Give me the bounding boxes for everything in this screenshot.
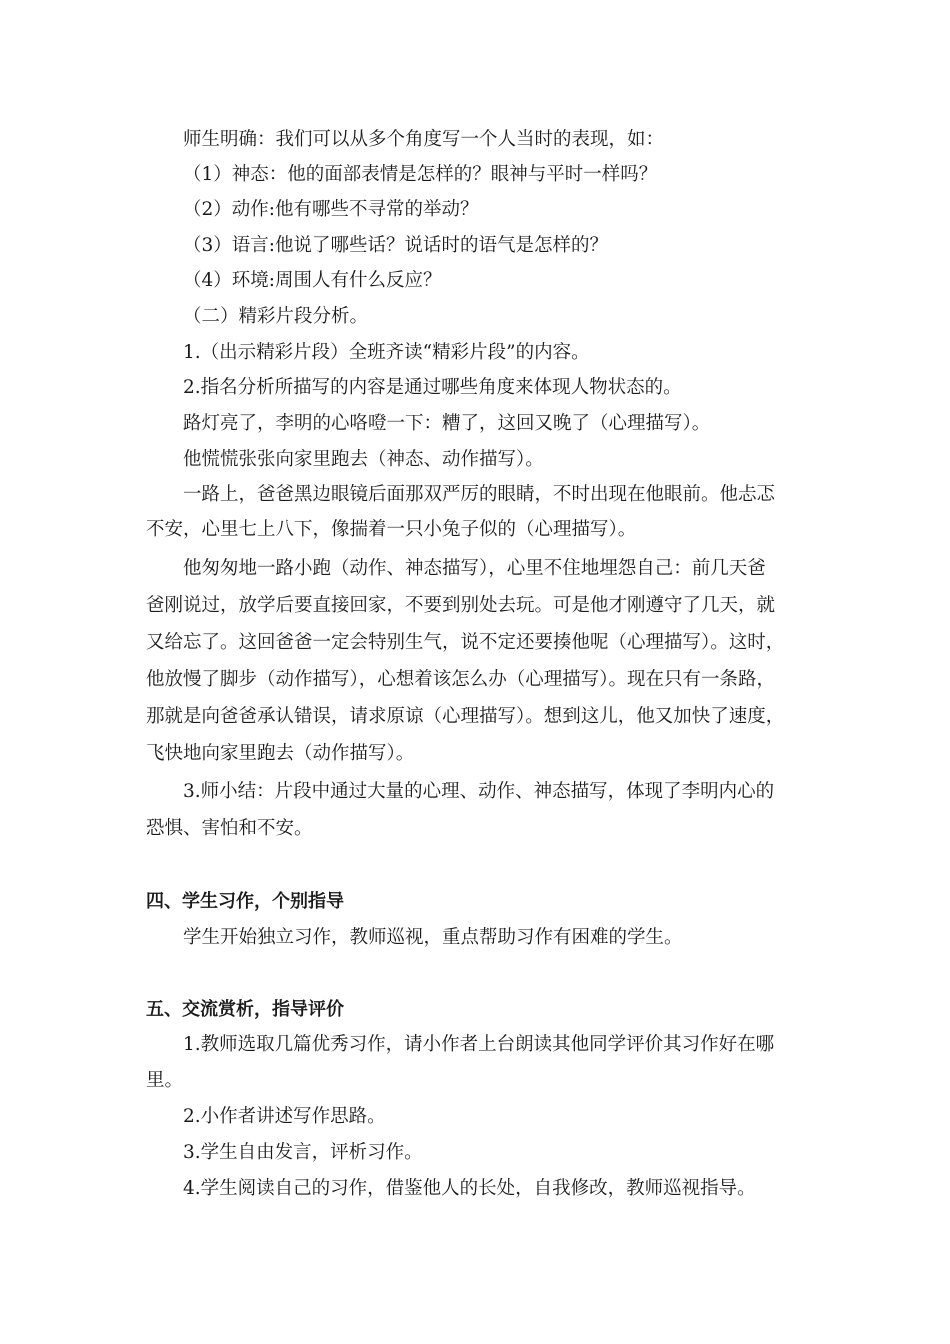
paragraph-line: 3.学生自由发言，评析习作。 — [183, 1142, 423, 1163]
section-heading: 五、交流赏析，指导评价 — [146, 999, 344, 1020]
paragraph-line: 师生明确：我们可以从多个角度写一个人当时的表现，如： — [183, 129, 665, 150]
paragraph-line: 他匆匆地一路小跑（动作、神态描写），心里不住地埋怨自己：前几天爸 — [183, 558, 766, 579]
paragraph-line: 那就是向爸爸承认错误，请求原谅（心理描写）。想到这儿，他又加快了速度， — [146, 706, 785, 727]
paragraph-line: 他慌慌张张向家里跑去（神态、动作描写）。 — [183, 449, 544, 470]
list-item: （3）语言:他说了哪些话？说话时的语气是怎样的？ — [183, 235, 609, 256]
paragraph-line: 3.师小结：片段中通过大量的心理、动作、神态描写，体现了李明内心的 — [183, 781, 775, 802]
paragraph-line: 又给忘了。这回爸爸一定会特别生气，说不定还要揍他呢（心理描写）。这时， — [146, 632, 785, 653]
list-item: （4）环境:周围人有什么反应？ — [183, 270, 442, 291]
paragraph-line: 爸刚说过，放学后要直接回家，不要到别处去玩。可是他才刚遵守了几天，就 — [146, 595, 776, 616]
paragraph-line: 2.小作者讲述写作思路。 — [183, 1106, 386, 1127]
list-item: （2）动作:他有哪些不寻常的举动？ — [183, 199, 479, 220]
list-item: （1）神态：他的面部表情是怎样的？眼神与平时一样吗？ — [183, 164, 658, 185]
paragraph-line: 1.教师选取几篇优秀习作，请小作者上台朗读其他同学评价其习作好在哪 — [183, 1034, 775, 1055]
paragraph-line: 1.（出示精彩片段）全班齐读“精彩片段”的内容。 — [183, 342, 590, 363]
paragraph-line: 他放慢了脚步（动作描写），心想着该怎么办（心理描写）。现在只有一条路， — [146, 669, 776, 690]
subsection-heading: （二）精彩片段分析。 — [183, 306, 369, 327]
paragraph-line: 里。 — [146, 1070, 184, 1091]
section-heading: 四、学生习作，个别指导 — [146, 891, 344, 912]
paragraph-line: 一路上，爸爸黑边眼镜后面那双严厉的眼睛，不时出现在他眼前。他忐忑 — [183, 484, 776, 505]
paragraph-line: 飞快地向家里跑去（动作描写）。 — [146, 743, 415, 764]
paragraph-line: 路灯亮了，李明的心咯噔一下：糟了，这回又晚了（心理描写）。 — [183, 413, 711, 434]
paragraph-line: 学生开始独立习作，教师巡视，重点帮助习作有困难的学生。 — [183, 927, 683, 948]
paragraph-line: 2.指名分析所描写的内容是通过哪些角度来体现人物状态的。 — [183, 377, 682, 398]
paragraph-line: 4.学生阅读自己的习作，借鉴他人的长处，自我修改，教师巡视指导。 — [183, 1178, 756, 1199]
paragraph-line: 不安，心里七上八下，像揣着一只小兔子似的（心理描写）。 — [146, 519, 637, 540]
paragraph-line: 恐惧、害怕和不安。 — [146, 818, 313, 839]
